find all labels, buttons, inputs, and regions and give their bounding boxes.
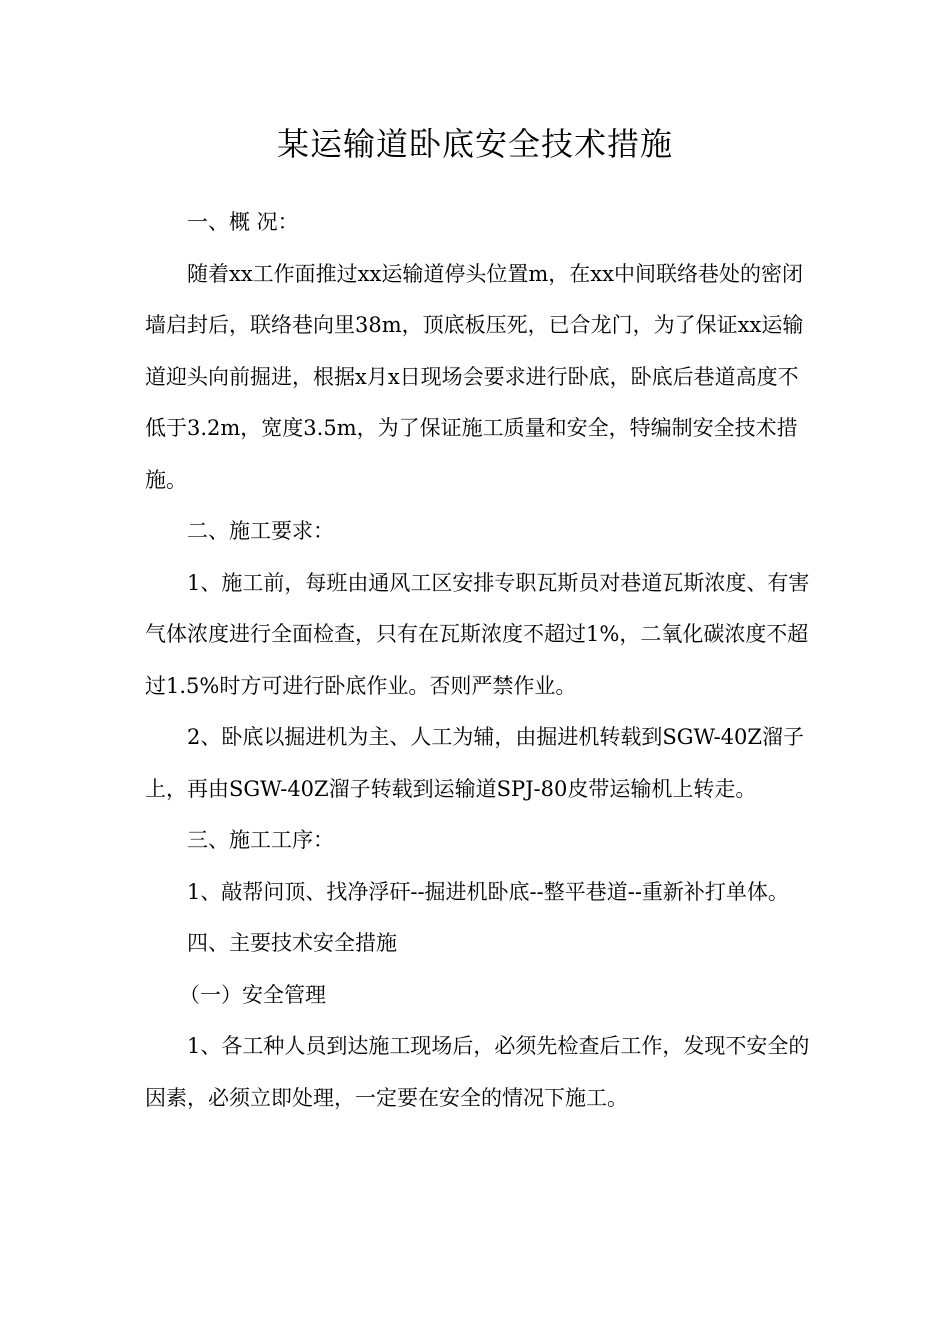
paragraph-safety-1: 1、各工种人员到达施工现场后，必须先检查后工作，发现不安全的因素，必须立即处理，一定要在安全的情况下施工。 — [145, 1034, 810, 1110]
section-heading-requirements: 二、施工要求： — [187, 519, 334, 543]
section-heading-overview: 一、概 况： — [187, 210, 299, 234]
section-heading-measures: 四、主要技术安全措施 — [187, 931, 397, 955]
paragraph-requirement-2: 2、卧底以掘进机为主、人工为辅，由掘进机转载到SGW-40Z溜子上，再由SGW-40Z溜子转载到运输道SPJ-80皮带运输机上转走。 — [145, 725, 804, 801]
paragraph-overview: 随着xx工作面推过xx运输道停头位置m，在xx中间联络巷处的密闭墙启封后，联络巷向里38m，顶底板压死，已合龙门，为了保证xx运输道迎头向前掘进，根据x月x日现场会要求进行卧底，卧底后巷道高度不低于3.2m，宽度3.5m，为了保证施工质量和安全，特编制安全技术措施。 — [145, 261, 804, 492]
subsection-heading-safety-management: （一）安全管理 — [179, 982, 326, 1007]
paragraph-requirement-1: 1、施工前，每班由通风工区安排专职瓦斯员对巷道瓦斯浓度、有害气体浓度进行全面检查，只有在瓦斯浓度不超过1%，二氧化碳浓度不超过1.5%时方可进行卧底作业。否则严禁作业。 — [145, 570, 810, 698]
document-title: 某运输道卧底安全技术措施 — [276, 125, 673, 163]
section-heading-process: 三、施工工序： — [187, 828, 334, 852]
paragraph-process-1: 1、敲帮问顶、找净浮矸--掘进机卧底--整平巷道--重新补打单体。 — [187, 879, 789, 904]
document-body — [145, 197, 810, 1124]
